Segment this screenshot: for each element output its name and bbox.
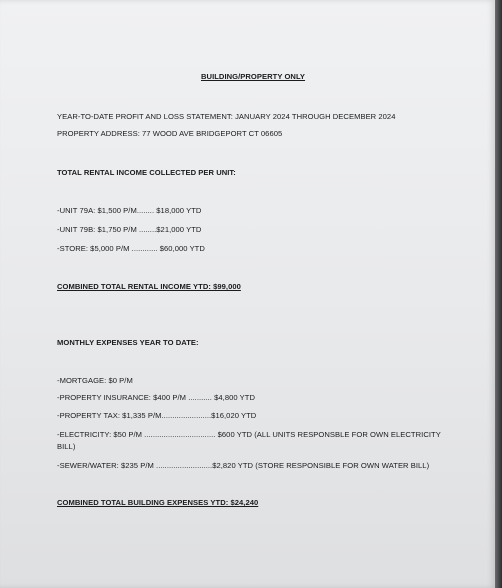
income-section-header: TOTAL RENTAL INCOME COLLECTED PER UNIT:	[57, 168, 236, 177]
statement-period-line: YEAR-TO-DATE PROFIT AND LOSS STATEMENT: JANUARY 2024 THROUGH DECEMBER 2024	[57, 112, 396, 121]
document-heading: BUILDING/PROPERTY ONLY	[201, 72, 306, 81]
expense-item-mortgage: -MORTGAGE: $0 P/M	[57, 376, 133, 385]
income-item-unit-79a: -UNIT 79A: $1,500 P/M........ $18,000 YTD	[57, 206, 202, 215]
expenses-total: COMBINED TOTAL BUILDING EXPENSES YTD: $24,240	[57, 498, 259, 507]
property-address-line: PROPERTY ADDRESS: 77 WOOD AVE BRIDGEPORT CT 06605	[57, 129, 283, 138]
expenses-section-header: MONTHLY EXPENSES YEAR TO DATE:	[57, 338, 199, 347]
income-item-unit-79b: -UNIT 79B: $1,750 P/M ........$21,000 YTD	[57, 225, 202, 234]
expense-item-property-tax: -PROPERTY TAX: $1,335 P/M.......................$16,020 YTD	[57, 411, 257, 420]
income-item-store: -STORE: $5,000 P/M ............ $60,000 YTD	[57, 244, 205, 253]
expense-item-insurance: -PROPERTY INSURANCE: $400 P/M ........... $4,800 YTD	[57, 393, 255, 402]
income-total: COMBINED TOTAL RENTAL INCOME YTD: $99,000	[57, 282, 241, 291]
expense-item-sewer-water: -SEWER/WATER: $235 P/M ..........................$2,820 YTD (STORE RESPONSIBLE FOR OWN WATER BILL)	[57, 461, 430, 470]
expense-item-electricity: -ELECTRICITY: $50 P/M ................................. $600 YTD (ALL UNITS RESPONSBLE FOR OWN ELECTRICITY BILL)	[57, 430, 441, 451]
page-edge-shadow	[495, 0, 502, 588]
